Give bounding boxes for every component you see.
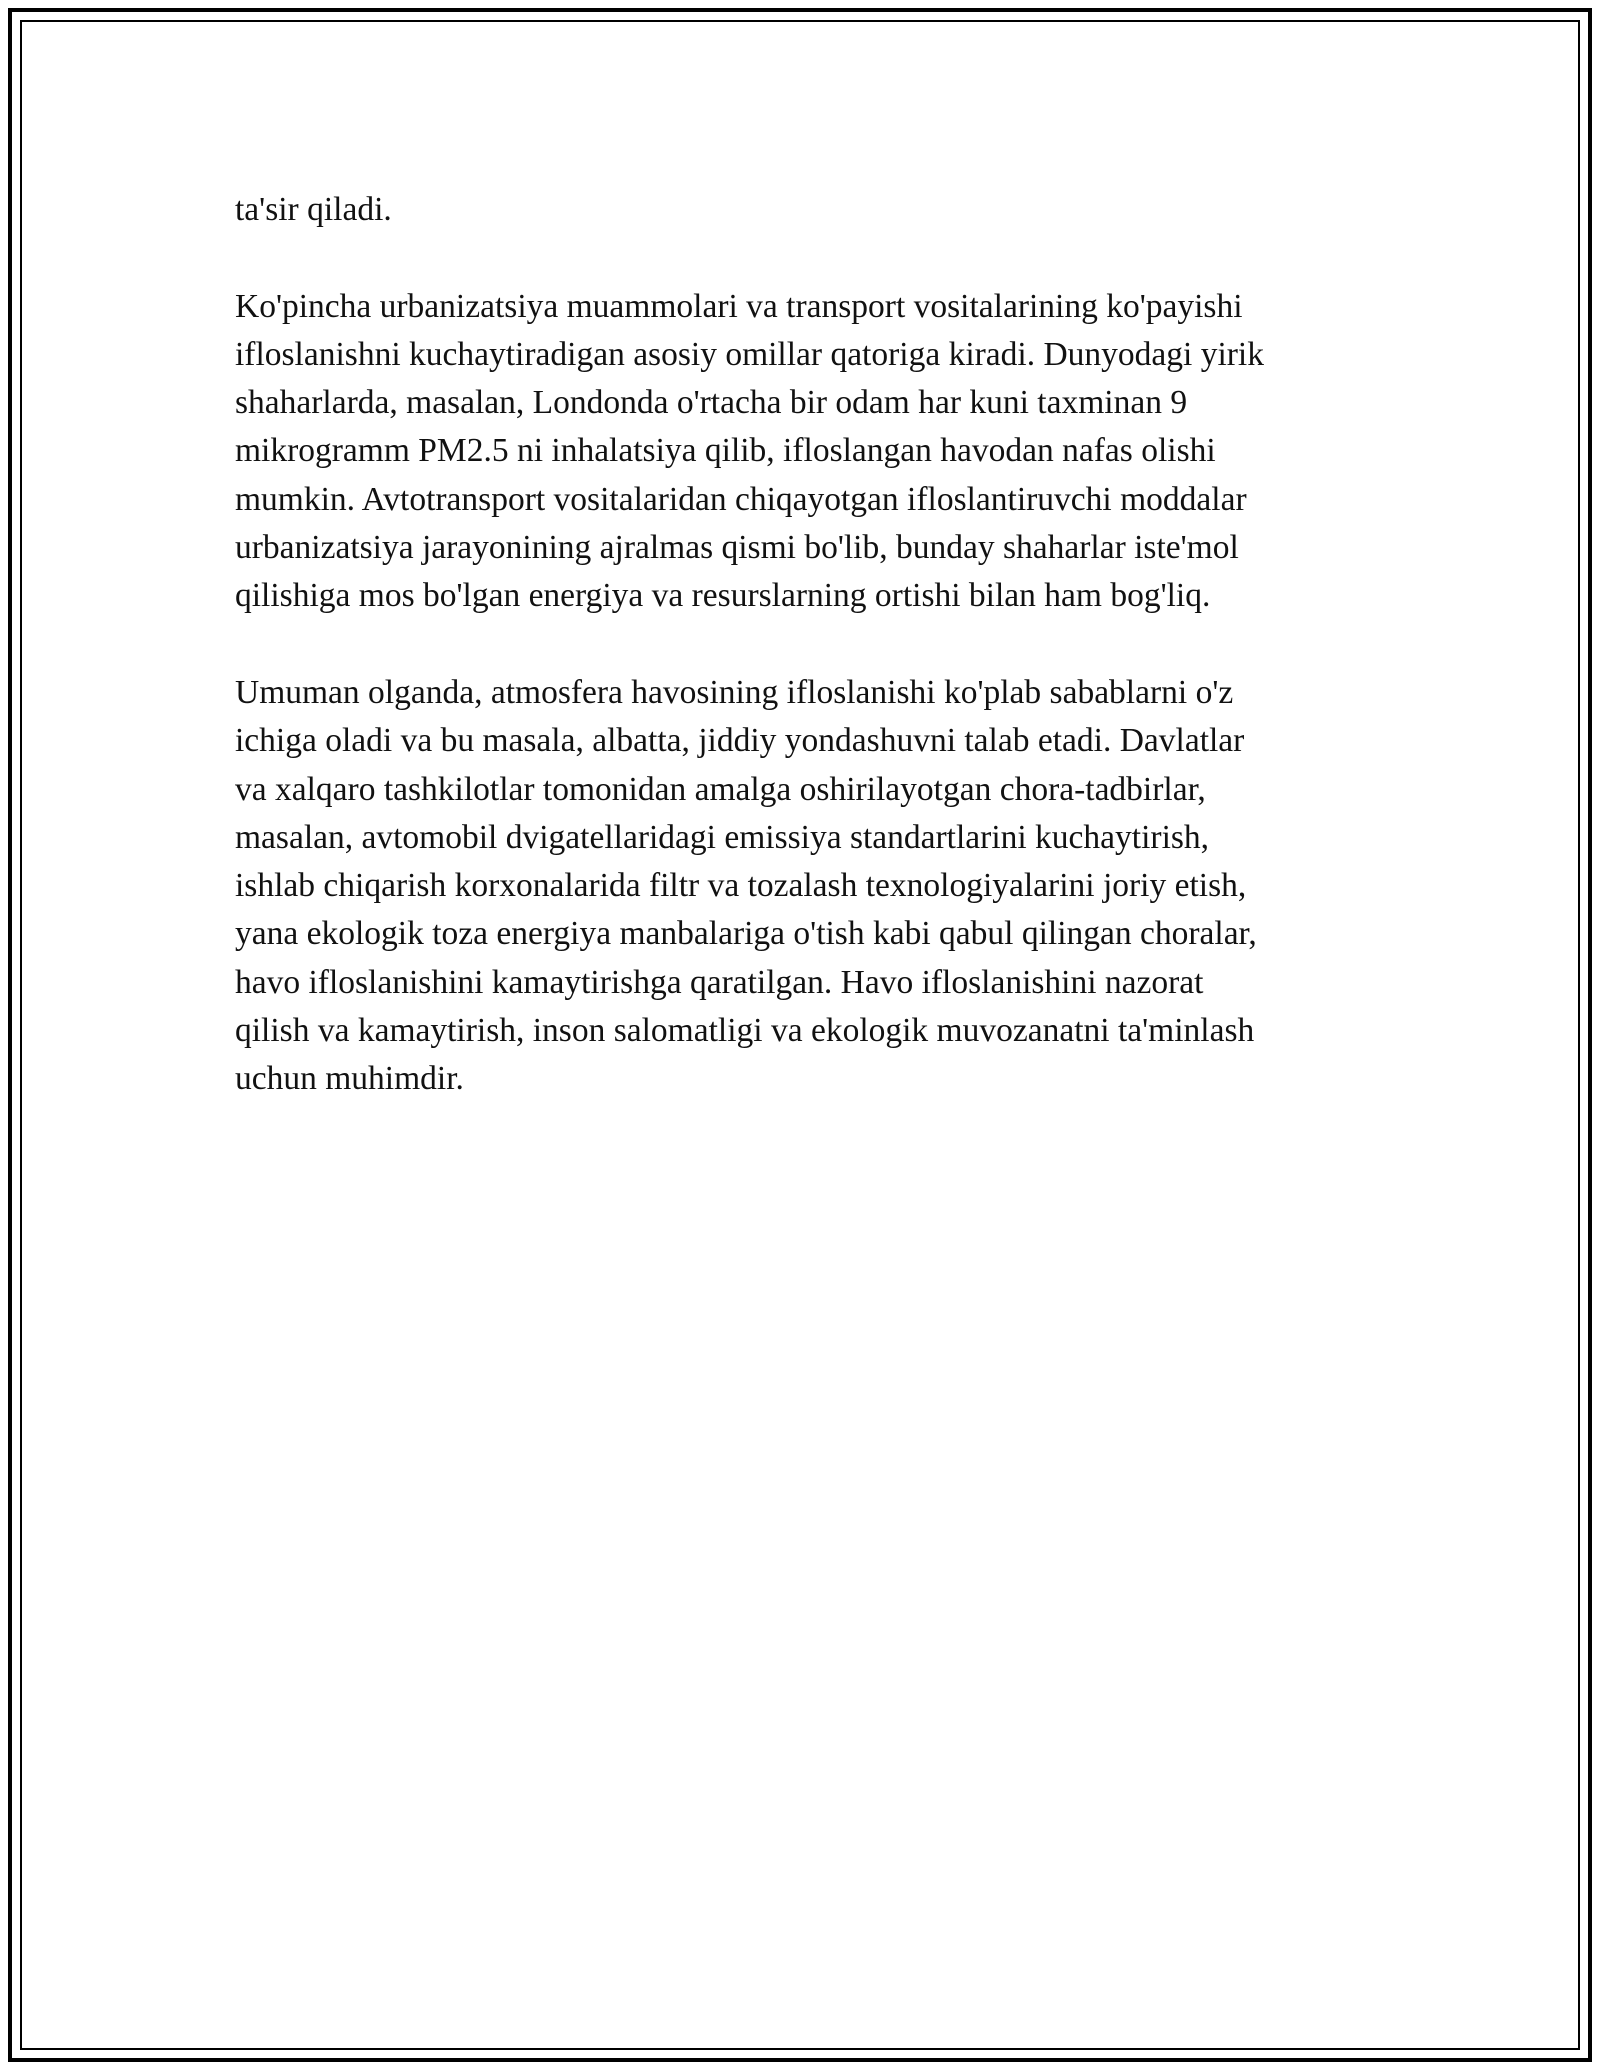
paragraph-urbanization xyxy=(235,283,1375,621)
text-line: masalan, avtomobil dvigatellaridagi emissiya standartlarini kuchaytirish, xyxy=(235,818,1210,856)
text-line: Umuman olganda, atmosfera havosining ifloslanishi ko'plab sabablarni o'z xyxy=(235,673,1234,711)
text-line: ichiga oladi va bu masala, albatta, jiddiy yondashuvni talab etadi. Davlatlar xyxy=(235,722,1245,760)
text-line: shaharlarda, masalan, Londonda o'rtacha bir odam har kuni taxminan 9 xyxy=(235,384,1188,422)
text-line: qilish va kamaytirish, inson salomatligi va ekologik muvozanatni ta'minlash xyxy=(235,1012,1255,1050)
text-line: havo ifloslanishini kamaytirishga qaratilgan. Havo ifloslanishini nazorat xyxy=(235,963,1204,1001)
text-line: ishlab chiqarish korxonalarida filtr va tozalash texnologiyalarini joriy etish, xyxy=(235,867,1247,905)
text-line: mumkin. Avtotransport vositalaridan chiqayotgan ifloslantiruvchi moddalar xyxy=(235,480,1247,518)
text-line: urbanizatsiya jarayonining ajralmas qismi bo'lib, bunday shaharlar iste'mol xyxy=(235,529,1239,567)
text-line: ta'sir qiladi. xyxy=(235,191,392,228)
text-line: qilishiga mos bo'lgan energiya va resurslarning ortishi bilan ham bog'liq. xyxy=(235,577,1211,615)
paragraph-conclusion xyxy=(235,669,1375,1104)
text-line: Ko'pincha urbanizatsiya muammolari va transport vositalarining ko'payishi xyxy=(235,287,1243,325)
text-line: mikrogramm PM2.5 ni inhalatsiya qilib, ifloslangan havodan nafas olishi xyxy=(235,432,1216,470)
document-body xyxy=(235,186,1375,1152)
paragraph-continuation xyxy=(235,186,1375,234)
text-line: yana ekologik toza energiya manbalariga o'tish kabi qabul qilingan choralar, xyxy=(235,915,1257,953)
text-line: ifloslanishni kuchaytiradigan asosiy omillar qatoriga kiradi. Dunyodagi yirik xyxy=(235,335,1264,373)
text-line: va xalqaro tashkilotlar tomonidan amalga oshirilayotgan chora-tadbirlar, xyxy=(235,770,1206,808)
text-line: uchun muhimdir. xyxy=(235,1060,464,1098)
